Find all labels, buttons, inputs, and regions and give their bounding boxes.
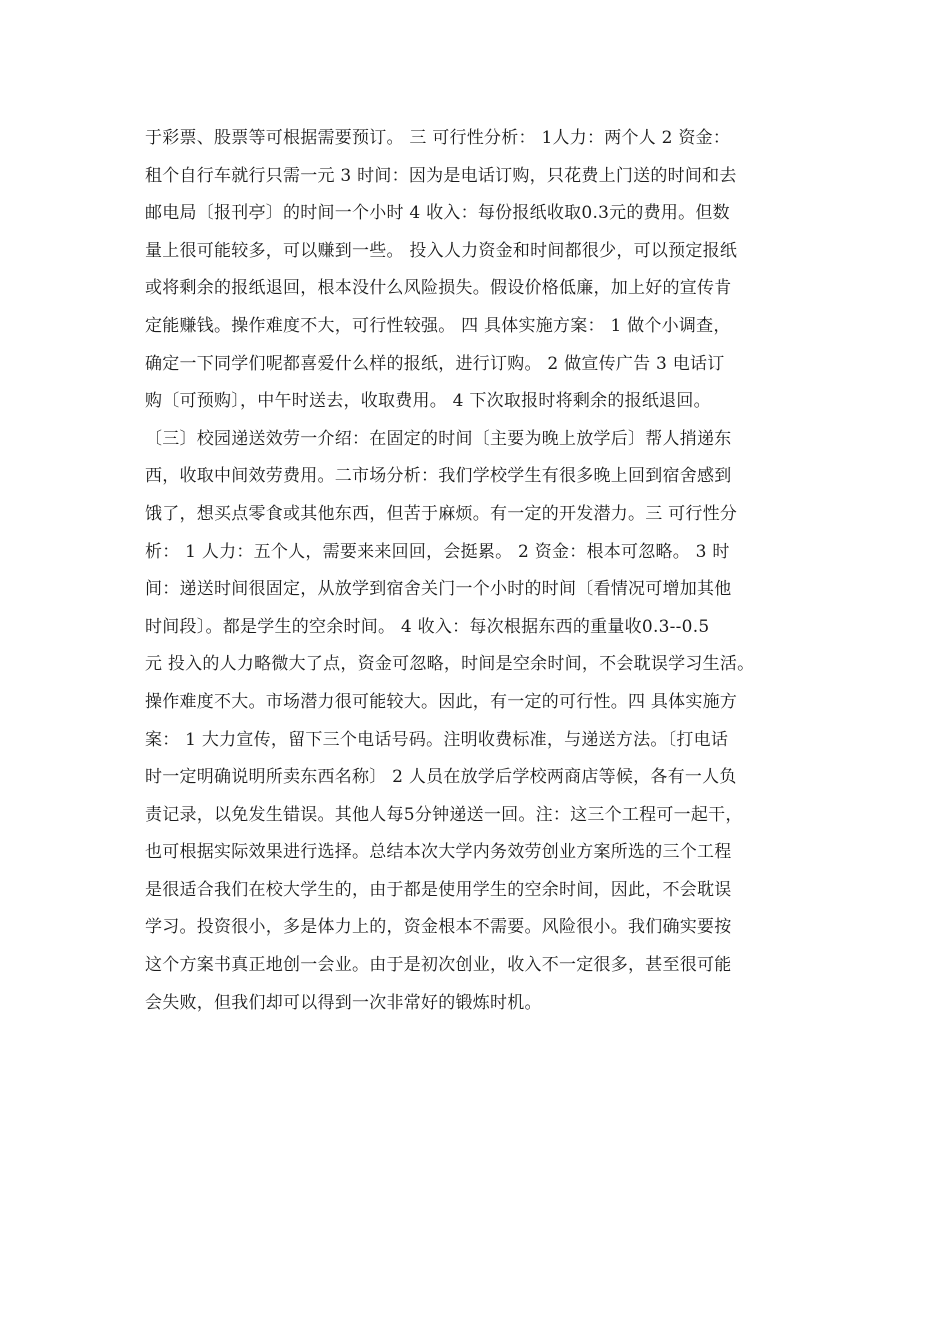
text-line: 这个方案书真正地创一会业。由于是初次创业，收入不一定很多，甚至很可能 [145,955,732,976]
body-text [145,120,825,1022]
text-line: 购〔可预购〕，中午时送去，收取费用。 4 下次取报时将剩余的报纸退回。 [145,391,711,412]
text-line: 析： 1 人力：五个人，需要来来回回，会挺累。 2 资金：根本可忽略。 3 时 [145,541,730,562]
text-line: 确定一下同学们呢都喜爱什么样的报纸，进行订购。 2 做宣传广告 3 电话订 [145,353,725,374]
text-line: 是很适合我们在校大学生的，由于都是使用学生的空余时间，因此，不会耽误 [145,879,732,900]
text-line: 间：递送时间很固定，从放学到宿舍关门一个小时的时间〔看情况可增加其他 [145,579,732,600]
text-line: 租个自行车就行只需一元 3 时间：因为是电话订购，只花费上门送的时间和去 [145,165,737,186]
text-line: 时一定明确说明所卖东西名称〕 2 人员在放学后学校两商店等候，各有一人负 [145,767,737,788]
text-line: 或将剩余的报纸退回，根本没什么风险损失。假设价格低廉，加上好的宣传肯 [145,278,732,299]
text-line: 〔三〕校园递送效劳一介绍：在固定的时间〔主要为晚上放学后〕帮人捎递东 [145,428,732,449]
text-line: 于彩票、股票等可根据需要预订。 三 可行性分析： 1人力：两个人 2 资金： [145,128,731,148]
text-line: 量上很可能较多，可以赚到一些。 投入人力资金和时间都很少，可以预定报纸 [145,240,738,261]
text-line: 案： 1 大力宣传，留下三个电话号码。注明收费标准，与递送方法。〔打电话 [145,729,729,750]
text-line: 元 投入的人力略微大了点，资金可忽略，时间是空余时间，不会耽误学习生活。 [145,654,755,675]
text-line: 定能赚钱。操作难度不大，可行性较强。 四 具体实施方案： 1 做个小调查， [145,315,731,336]
text-line: 邮电局〔报刊亭〕的时间一个小时 4 收入：每份报纸收取0.3元的费用。但数 [145,203,730,224]
text-line: 会失败，但我们却可以得到一次非常好的锻炼时机。 [145,992,542,1013]
text-line: 学习。投资很小，多是体力上的，资金根本不需要。风险很小。我们确实要按 [145,917,732,938]
text-line: 时间段〕。都是学生的空余时间。 4 收入：每次根据东西的重量收0.3--0.5 [145,616,710,637]
text-line: 也可根据实际效果进行选择。总结本次大学内务效劳创业方案所选的三个工程 [145,842,732,863]
text-line: 西，收取中间效劳费用。二市场分析：我们学校学生有很多晚上回到宿舍感到 [145,466,732,487]
text-line: 操作难度不大。市场潜力很可能较大。因此，有一定的可行性。四 具体实施方 [145,691,738,712]
text-line: 饿了，想买点零食或其他东西，但苦于麻烦。有一定的开发潜力。三 可行性分 [145,503,738,524]
text-line: 责记录，以免发生错误。其他人每5分钟递送一回。注：这三个工程可一起干， [145,804,743,825]
